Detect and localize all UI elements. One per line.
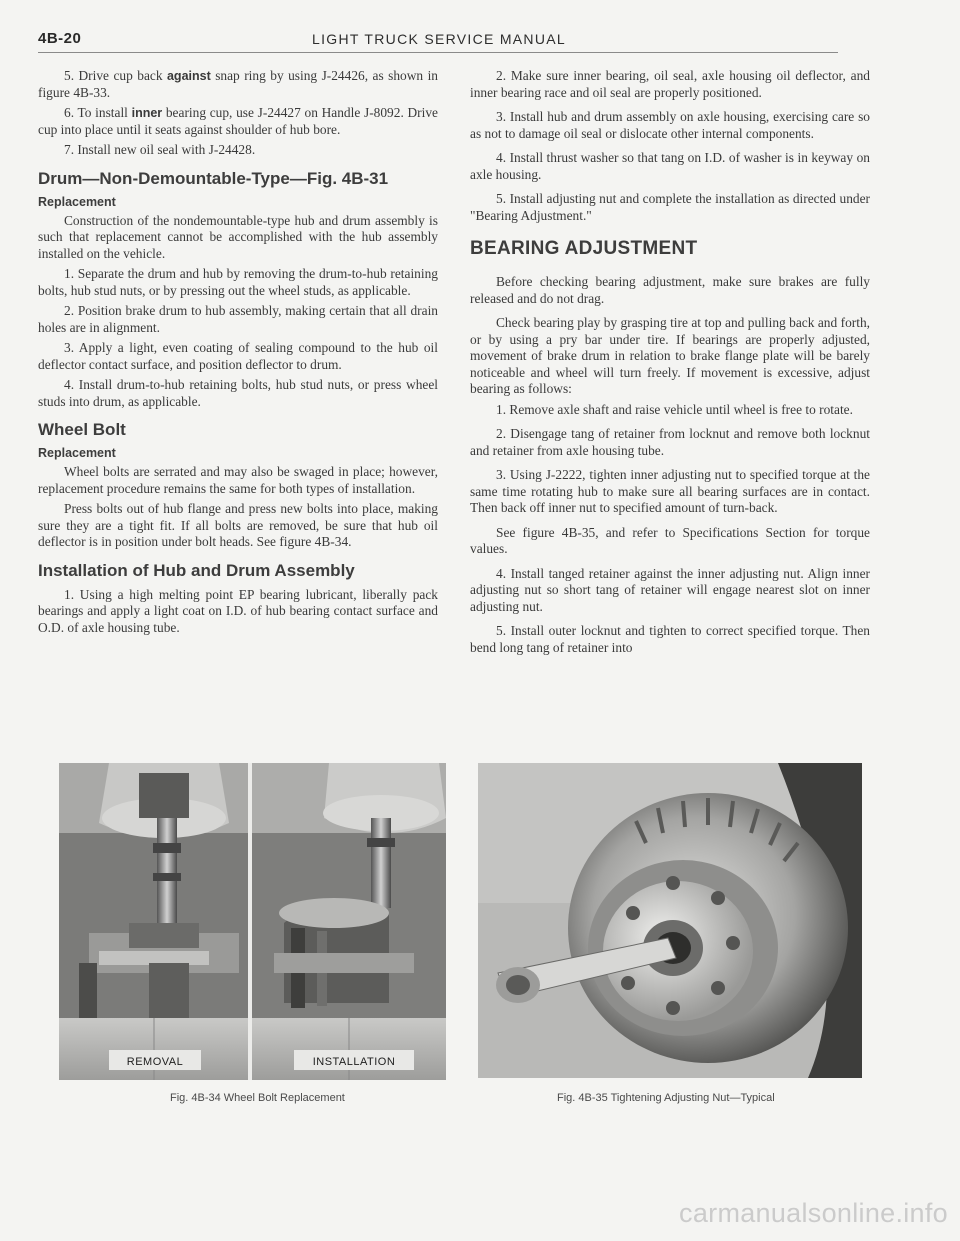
- adjustment-step-2: 2. Disengage tang of retainer from locknut and remove both locknut and retainer from axle housing tube.: [470, 426, 870, 458]
- install-step-5: 5. Install adjusting nut and complete the installation as directed under "Bearing Adjustment.": [470, 191, 870, 223]
- installation-step-1: 1. Using a high melting point EP bearing lubricant, liberally pack bearings and apply a light coat on I.D. of hub bearing contact surface and O.D. of axle housing tube.: [38, 586, 438, 635]
- adjustment-step-4: 4. Install tanged retainer against the inner adjusting nut. Align inner adjusting nut so short tang of retainer will engage nearest slot on inner adjusting nut.: [470, 565, 870, 614]
- install-step-2: 2. Make sure inner bearing, oil seal, axle housing oil deflector, and inner bearing race and oil seal are properly positioned.: [470, 68, 870, 100]
- install-step-3: 3. Install hub and drum assembly on axle housing, exercising care so as not to damage oil seal or dislocate other internal components.: [470, 109, 870, 141]
- figure-34-caption: Fig. 4B-34 Wheel Bolt Replacement: [170, 1092, 345, 1104]
- wheel-bolt-heading: Wheel Bolt: [38, 420, 126, 439]
- header-rule: [38, 52, 838, 53]
- manual-title: LIGHT TRUCK SERVICE MANUAL: [312, 31, 566, 47]
- adjustment-step-5: 5. Install outer locknut and tighten to correct specified torque. Then bend long tang of retainer into: [470, 623, 870, 655]
- step-5-paragraph: 5. Drive cup back against snap ring by using J-24426, as shown in figure 4B-33.: [38, 68, 438, 100]
- drum-section-heading: Drum—Non-Demountable-Type—Fig. 4B-31: [38, 168, 389, 188]
- wheel-bolt-replacement-subheading: Replacement: [38, 446, 116, 460]
- installation-heading: Installation of Hub and Drum Assembly: [38, 560, 355, 580]
- figure-tightening-adjusting-nut: [478, 763, 862, 1078]
- figure-35-caption: Fig. 4B-35 Tightening Adjusting Nut—Typical: [557, 1092, 775, 1104]
- wheel-bolt-paragraph-1: Wheel bolts are serrated and may also be swaged in place; however, replacement procedure remains the same for both types of installation.: [38, 464, 438, 496]
- right-column: [470, 68, 870, 660]
- drum-step-3: 3. Apply a light, even coating of sealing compound to the hub oil deflector contact surface, and position deflector to drum.: [38, 340, 438, 372]
- watermark: carmanualsonline.info: [679, 1198, 948, 1228]
- figure-wheel-bolt-replacement: [59, 763, 446, 1080]
- wheel-bolt-paragraph-2: Press bolts out of hub flange and press new bolts into place, making sure they are a tight fit. If all bolts are removed, be sure that hub oil deflector is in position under bolt heads. See figure 4B-34.: [38, 501, 438, 549]
- install-step-4: 4. Install thrust washer so that tang on I.D. of washer is in keyway on axle housing.: [470, 150, 870, 182]
- drum-step-2: 2. Position brake drum to hub assembly, making certain that all drain holes are in alignment.: [38, 303, 438, 335]
- bearing-adjustment-heading: BEARING ADJUSTMENT: [470, 238, 698, 259]
- installation-label: INSTALLATION: [312, 1056, 396, 1068]
- adjusting-nut-photo: [478, 763, 862, 1078]
- drum-intro-paragraph: Construction of the nondemountable-type hub and drum assembly is such that replacement cannot be accomplished with the hub assembly installed on the vehicle.: [38, 212, 438, 261]
- adjustment-check-play: Check bearing play by grasping tire at top and pulling back and forth, or by using a pry bar under tire. If bearings are properly adjusted, movement of brake drum in relation to brake flange plate will be barely noticeable and wheel will turn freely. If movement is excessive, adjust bearing as follows:: [470, 315, 870, 396]
- page-number: 4B-20: [38, 30, 82, 47]
- adjustment-step-1: 1. Remove axle shaft and raise vehicle until wheel is free to rotate.: [496, 401, 853, 417]
- left-column: [38, 68, 438, 640]
- wheel-bolt-press-photo: [59, 763, 446, 1080]
- adjustment-figure-note: See figure 4B-35, and refer to Specifications Section for torque values.: [470, 524, 870, 556]
- drum-replacement-subheading: Replacement: [38, 194, 116, 209]
- drum-step-4: 4. Install drum-to-hub retaining bolts, hub stud nuts, or press wheel studs into drum, as applicable.: [38, 377, 438, 409]
- step-7-paragraph: 7. Install new oil seal with J-24428.: [64, 142, 256, 157]
- drum-step-1: 1. Separate the drum and hub by removing the drum-to-hub retaining bolts, hub stud nuts, or by pressing out the wheel studs, as applicable.: [38, 266, 438, 298]
- step-6-paragraph: 6. To install inner bearing cup, use J-24427 on Handle J-8092. Drive cup into place until it seats against shoulder of hub bore.: [38, 105, 438, 137]
- adjustment-step-3: 3. Using J-2222, tighten inner adjusting nut to specified torque at the same time rotating hub to make sure all bearing surfaces are in contact. Then back off inner nut to specified amount of turn-back.: [470, 467, 870, 515]
- removal-label: REMOVAL: [126, 1056, 184, 1068]
- adjustment-intro: Before checking bearing adjustment, make sure brakes are fully released and do not drag.: [470, 274, 870, 306]
